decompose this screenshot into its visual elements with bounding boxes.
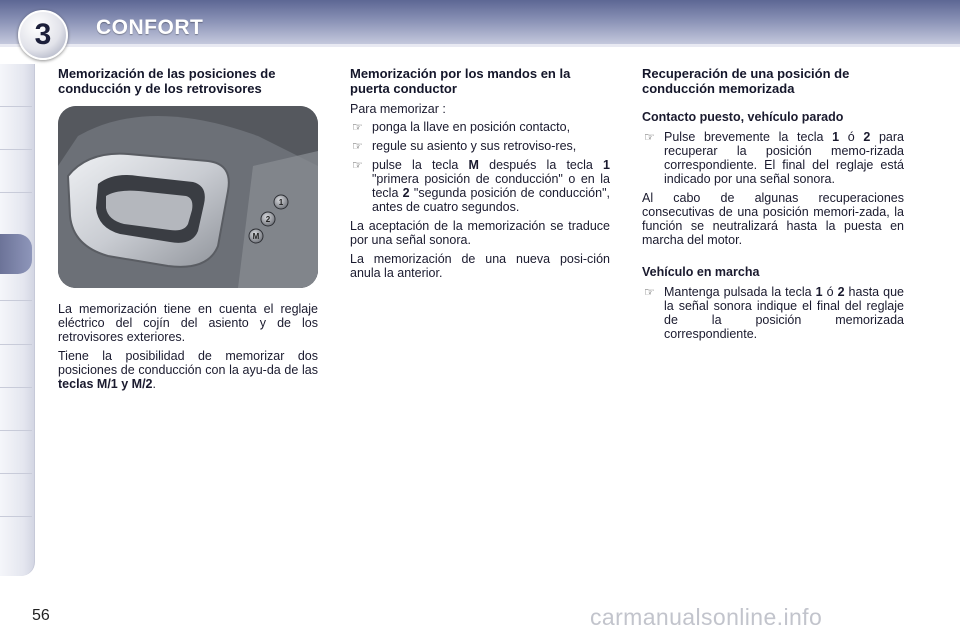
pointing-hand-icon: ☞ [352,139,363,153]
memory-button-m-label: M [252,232,260,241]
col1-paragraph-1: La memorización tiene en cuenta el reglaje eléctrico del cojín del asiento y de los retrovisores exteriores. [58,302,318,344]
sidebar-tab-active-chapter[interactable] [0,234,32,274]
step-text-part: "primera posición de conducción" o en la tecla [372,172,610,200]
sidebar-tab-divider [0,106,32,107]
key-2-label: 2 [863,130,871,144]
key-1-label: 1 [815,285,823,299]
col2-new-memory-text: La memorización de una nueva posi-ción anula la anterior. [350,252,610,280]
step-text-part: hasta que la señal sonora indique el final del reglaje de la posición memorizada correspondiente. [664,285,904,341]
step-text [664,130,904,186]
key-m-label: M [468,158,479,172]
chapter-index-sidebar [0,64,35,576]
page-number: 56 [32,607,50,624]
pointing-hand-icon: ☞ [352,120,363,134]
col1-paragraph-2 [58,349,318,391]
list-item [350,158,610,214]
step-text-part: para recuperar la posición memo-rizada correspondiente. El final del reglaje está indicado por una señal sonora. [664,130,904,186]
step-text-part: Mantenga pulsada la tecla [664,285,816,299]
sidebar-tab-divider [0,516,32,517]
column-1 [58,66,318,102]
watermark-text: carmanualsonline.info [590,604,823,630]
col2-heading: Memorización por los mandos en la puerta conductor [350,66,571,96]
column-2 [350,66,610,285]
step-text [372,158,610,214]
column-3 [642,66,904,346]
step-text-part: Pulse brevemente la tecla [664,130,833,144]
col3-subheading-driving: Vehículo en marcha [642,265,760,279]
memory-keys-label: teclas M/1 y M/2 [58,377,153,391]
memory-button-2-label: 2 [265,215,271,224]
column-1-text [58,302,318,396]
sidebar-tab-divider [0,192,32,193]
chapter-number-badge: 3 [18,10,68,60]
memory-button-1-label: 1 [278,198,284,207]
col2-steps-list [350,120,610,214]
door-memory-buttons-photo [58,106,318,288]
door-panel-illustration [58,106,318,288]
sidebar-tab-divider [0,149,32,150]
col3-parked-list [642,130,904,186]
pointing-hand-icon: ☞ [644,130,655,144]
pointing-hand-icon: ☞ [644,285,655,299]
sidebar-tab-divider [0,344,32,345]
step-text-part: pulse la tecla [372,158,469,172]
step-text-part: después la tecla [478,158,604,172]
list-item [642,285,904,341]
col3-heading: Recuperación de una posición de conducción memorizada [642,66,850,96]
col1-heading: Memorización de las posiciones de conducción y de los retrovisores [58,66,276,96]
col2-acceptance-text: La aceptación de la memorización se traduce por una señal sonora. [350,219,610,247]
key-1-label: 1 [603,158,610,172]
header-divider [0,44,960,47]
key-2-label: 2 [402,186,410,200]
sidebar-tab-divider [0,430,32,431]
pointing-hand-icon: ☞ [352,158,363,172]
col1-paragraph-2-text: Tiene la posibilidad de memorizar dos posiciones de conducción con la ayu-da de las [58,349,318,377]
list-item [642,130,904,186]
col3-driving-list [642,285,904,341]
col2-intro: Para memorizar : [350,102,446,116]
sidebar-tab-divider [0,300,32,301]
step-text-part: "segunda posición de conducción", antes de cuatro segundos. [372,186,610,214]
col3-neutralization-text: Al cabo de algunas recuperaciones consecutivas de una posición memori-zada, la función se neutralizará hasta la puesta en marcha del motor. [642,191,904,247]
sidebar-tab-divider [0,473,32,474]
step-text-part: ó [822,285,838,299]
key-2-label: 2 [837,285,845,299]
list-item [350,120,610,134]
step-text-part: ó [839,130,864,144]
key-1-label: 1 [832,130,840,144]
step-text [664,285,904,341]
sidebar-tab-divider [0,387,32,388]
step-text: ponga la llave en posición contacto, [372,120,571,134]
list-item [350,139,610,153]
step-text: regule su asiento y sus retroviso-res, [372,139,577,153]
col1-paragraph-2-end: . [152,377,156,391]
section-title: CONFORT [96,16,204,39]
col3-subheading-parked: Contacto puesto, vehículo parado [642,110,844,124]
